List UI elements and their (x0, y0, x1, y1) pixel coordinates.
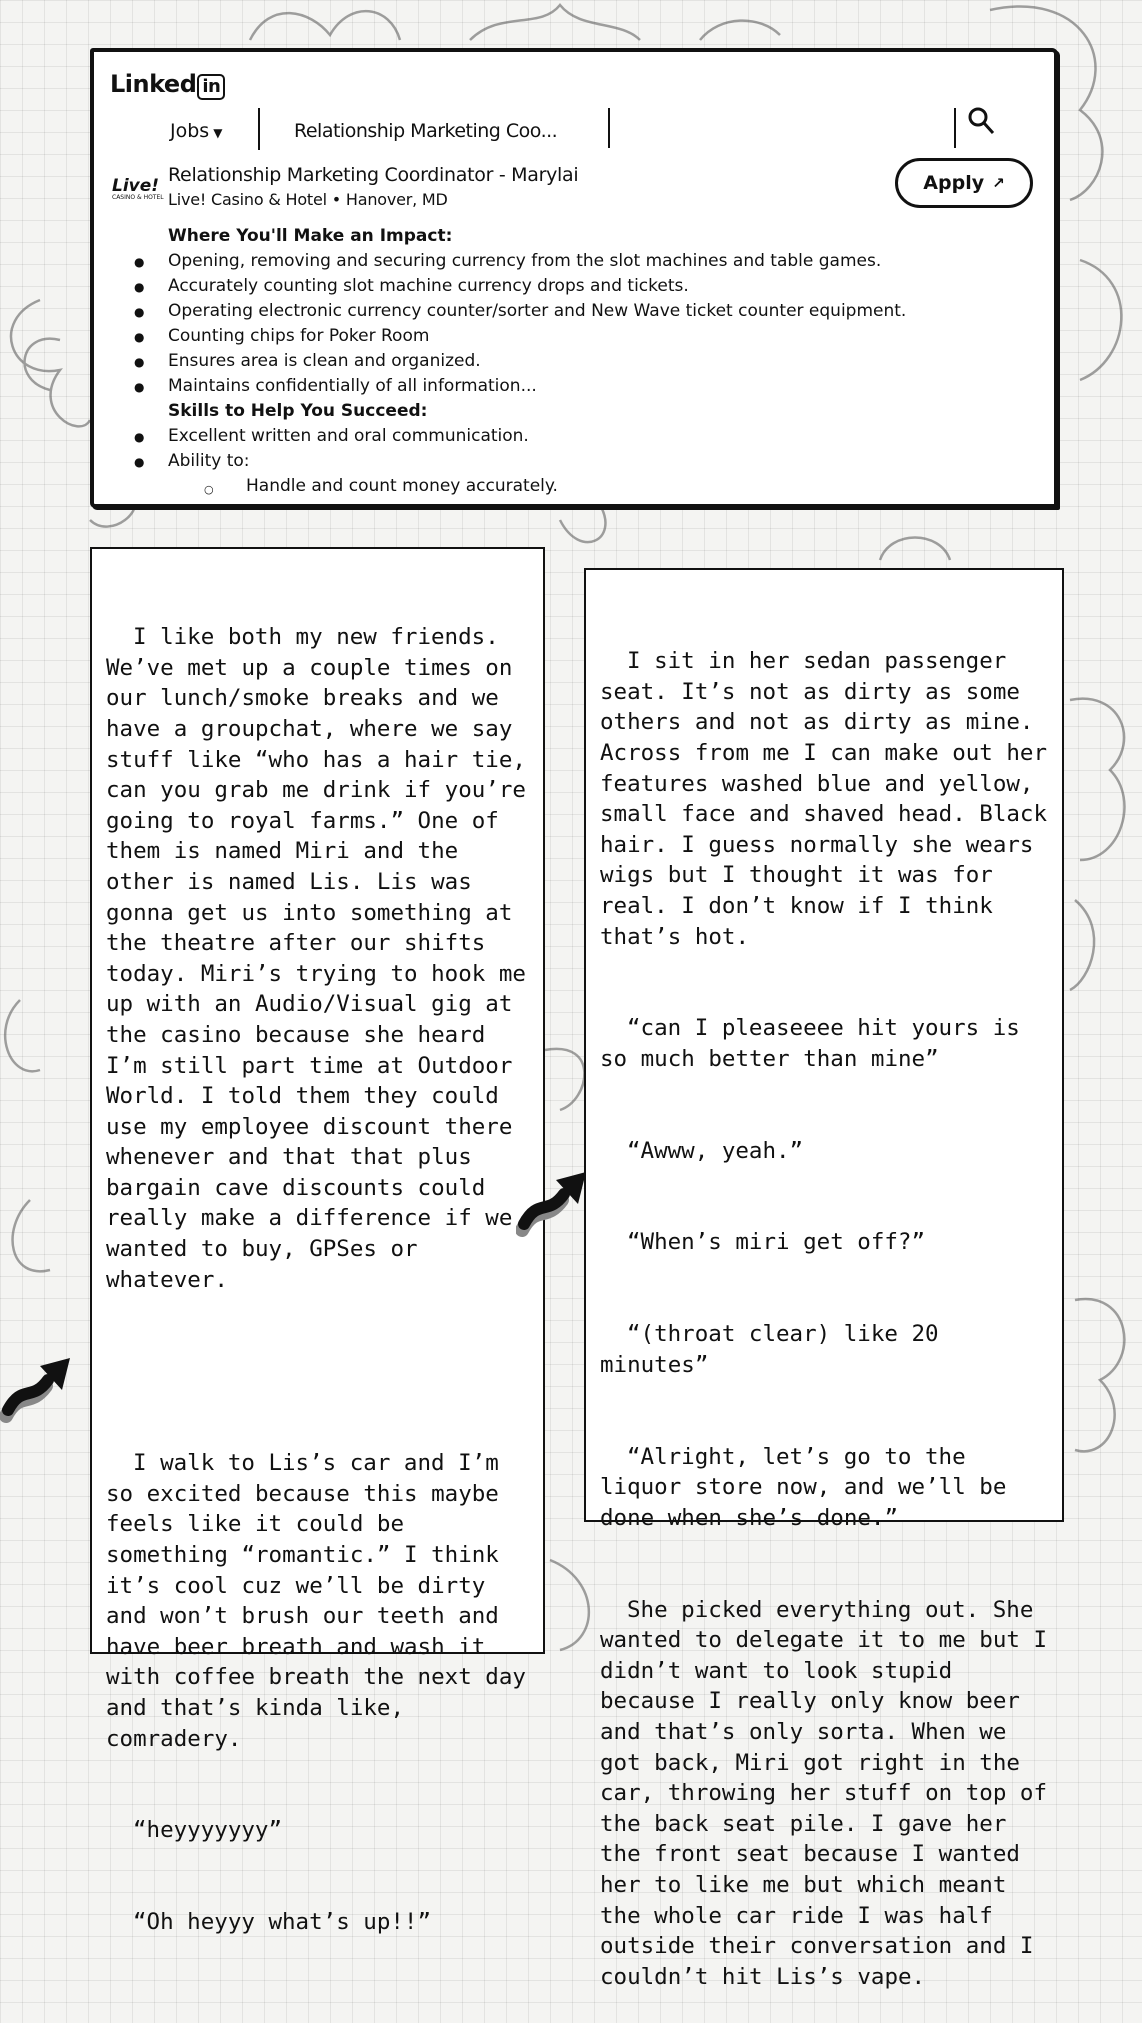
story-paragraph: I like both my new friends. We’ve met up a couple times on our lunch/smoke breaks and we have a groupchat, where we say stuff like “who has a hair tie, can you grab me drink if you’re going to royal farms.” One of them is named Miri and the other is named Lis. Lis was gonna get us into something at the theatre after our shifts today. Miri’s trying to hook me up with an Audio/Visual gig at the casino because she heard I’m still part time at Outdoor World. I told them they could use my employee discount there whenever and that that plus bargain cave discounts could really make a difference if we wanted to buy, GPSes or whatever. (106, 624, 540, 1293)
skills-heading: Skills to Help You Succeed: (168, 401, 428, 421)
story-text-left (90, 547, 545, 1936)
dialogue-line: “Awww, yeah.” (627, 1137, 804, 1164)
impact-list (134, 249, 1034, 399)
list-item: ● Accurately counting slot machine currency drops and tickets. (134, 274, 1034, 299)
apply-button[interactable]: Apply ↗ (895, 158, 1033, 208)
company-location: Live! Casino & Hotel • Hanover, MD (168, 190, 448, 209)
impact-heading: Where You'll Make an Impact: (168, 226, 453, 246)
arrow-icon (516, 1164, 592, 1250)
list-item: ● Excellent written and oral communication. (134, 424, 1034, 449)
dialogue-line: “(throat clear) like 20 minutes” (600, 1321, 953, 1378)
dialogue-line: “When’s miri get off?” (627, 1229, 926, 1256)
skills-list (134, 424, 1034, 474)
company-logo: Live! CASINO & HOTEL (112, 176, 164, 201)
story-paragraph: She picked everything out. She wanted to delegate it to me but I didn’t want to look stupid because I really only know beer and that’s only sorta. When we got back, Miri got right in the car, throwing her stuff on top of the back seat pile. I gave her the front seat because I wanted her to like me but which meant the whole car ride I was half outside their conversation and I couldn’t hit Lis’s vape. (600, 1596, 1061, 1990)
story-paragraph: I walk to Lis’s car and I’m so excited because this maybe feels like it could be something “romantic.” I think it’s cool cuz we’ll be dirty and won’t brush our teeth and have beer breath and wash it with coffee breath the next day and that’s kinda like, comradery. (106, 1450, 540, 1752)
story-text-right (584, 568, 1064, 1990)
dialogue-line: “can I pleaseeee hit yours is so much better than mine” (600, 1015, 1034, 1072)
list-item: ● Counting chips for Poker Room (134, 324, 1034, 349)
sub-list-item: ○ Handle and count money accurately. (134, 474, 1034, 499)
text-cursor (608, 108, 610, 148)
chevron-down-icon: ▼ (213, 126, 223, 140)
job-description (134, 224, 1034, 499)
list-item: ● Ability to: (134, 449, 1034, 474)
dialogue-line: “heyyyyyyy” (133, 1817, 283, 1844)
external-link-icon: ↗ (992, 174, 1005, 192)
dialogue-line: “Alright, let’s go to the liquor store now, and we’ll be done when she’s done.” (600, 1443, 1020, 1531)
list-item: ● Maintains confidentially of all information... (134, 374, 1034, 399)
list-item: ● Operating electronic currency counter/sorter and New Wave ticket counter equipment. (134, 299, 1034, 324)
list-item: ● Ensures area is clean and organized. (134, 349, 1034, 374)
story-paragraph: I sit in her sedan passenger seat. It’s not as dirty as some others and not as dirty as mine. Across from me I can make out her features washed blue and yellow, small face and shaved head. Black hair. I guess normally she wears wigs but I thought it was for real. I don’t know if I think that’s hot. (600, 648, 1061, 950)
search-input[interactable]: Relationship Marketing Coo... (294, 120, 558, 142)
linkedin-job-card (90, 48, 1058, 508)
divider (954, 108, 956, 148)
arrow-icon (0, 1350, 76, 1436)
linkedin-logo[interactable]: Linked in (110, 70, 225, 100)
list-item: ● Opening, removing and securing currency from the slot machines and table games. (134, 249, 1034, 274)
divider (258, 108, 260, 150)
dialogue-line: “Oh heyyy what’s up!!” (133, 1909, 432, 1936)
search-icon[interactable] (966, 106, 996, 136)
job-title[interactable]: Relationship Marketing Coordinator - Marylai (168, 164, 579, 186)
jobs-dropdown[interactable]: Jobs ▼ (170, 120, 223, 142)
